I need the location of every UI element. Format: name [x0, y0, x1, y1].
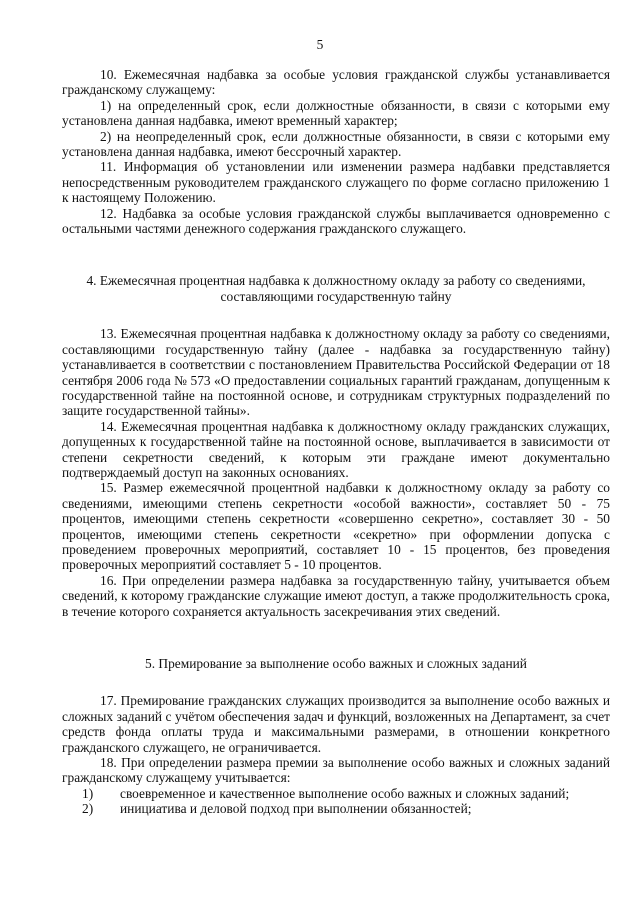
paragraph-14: 14. Ежемесячная процентная надбавка к должностному окладу гражданских служащих, допущенных к государственной тайне на постоянной основе, выплачивается в зависимости от степени секретности сведений, к которым эти граждане имеют документально подтверждаемый доступ на законных основаниях. [62, 418, 610, 480]
paragraph-15: 15. Размер ежемесячной процентной надбавки к должностному окладу за работу со сведениями, имеющими степень секретности «особой важности», составляет 50 - 75 процентов, имеющими степень секретности «совершенно секретно», составляет 30 - 50 процентов, имеющими степень секретности «секретно» при оформлении допуска с проведением проверочных мероприятий, составляет 10 - 15 процентов, без проведения проверочных мероприятий составляет 5 - 10 процентов. [62, 480, 610, 573]
paragraph-10: 10. Ежемесячная надбавка за особые условия гражданской службы устанавливается гражданскому служащему: [62, 67, 610, 98]
list-item-text: своевременное и качественное выполнение особо важных и сложных заданий; [120, 785, 570, 801]
section-5-heading: 5. Премирование за выполнение особо важных и сложных заданий [145, 656, 527, 671]
paragraph-11: 11. Информация об установлении или изменении размера надбавки представляется непосредственным руководителем гражданского служащего по форме согласно приложению 1 к настоящему Положению. [62, 159, 610, 206]
paragraph-10-item-1: 1) на определенный срок, если должностные обязанности, в связи с которыми ему установлена данная надбавка, имеют временный характер; [62, 97, 610, 129]
section-4-heading-line-2: составляющими государственную тайну [220, 288, 452, 304]
list-item-number: 2) [82, 801, 94, 817]
paragraph-10-item-2: 2) на неопределенный срок, если должностные обязанности, в связи с которыми ему установлена данная надбавка, имеют бессрочный характер. [62, 128, 610, 160]
list-item-number: 1) [82, 785, 94, 801]
paragraph-12: 12. Надбавка за особые условия гражданской службы выплачивается одновременно с остальными частями денежного содержания гражданского служащего. [62, 205, 610, 237]
section-4-heading [62, 273, 610, 304]
list-item-text: инициатива и деловой подход при выполнении обязанностей; [120, 801, 472, 817]
paragraph-16: 16. При определении размера надбавка за государственную тайну, учитывается объем сведений, к которому гражданские служащие имеют доступ, а также продолжительность срока, в течение которого сохраняется актуальность засекречивания этих сведений. [62, 572, 610, 619]
section-4-heading-line-1: 4. Ежемесячная процентная надбавка к должностному окладу за работу со сведениями, [86, 273, 586, 289]
document-body [62, 67, 610, 817]
list-item [62, 786, 610, 801]
spacer [62, 671, 610, 693]
paragraph-13: 13. Ежемесячная процентная надбавка к должностному окладу за работу со сведениями, составляющими государственную тайну (далее - надбавка за государственную тайну) устанавливается в соответствии с постановлением Правительства Российской Федерации от 18 сентября 2006 года № 573 «О предоставлении социальных гарантий гражданам, допущенным к государственной тайне на постоянной основе, и сотрудникам структурных подразделений по защите государственной тайны». [62, 326, 610, 419]
spacer [62, 304, 610, 326]
page-number: 5 [316, 37, 324, 52]
list-item [62, 801, 610, 816]
paragraph-18: 18. При определении размера премии за выполнение особо важных и сложных заданий гражданскому служащему учитывается: [62, 755, 610, 786]
spacer [62, 619, 610, 656]
paragraph-17: 17. Премирование гражданских служащих производится за выполнение особо важных и сложных заданий с учётом обеспечения задач и функций, возложенных на Департамент, за счет средств фонда оплаты труда и максимальными размерами, в отношении конкретного гражданского служащего, не ограничивается. [62, 693, 610, 755]
spacer [62, 236, 610, 273]
